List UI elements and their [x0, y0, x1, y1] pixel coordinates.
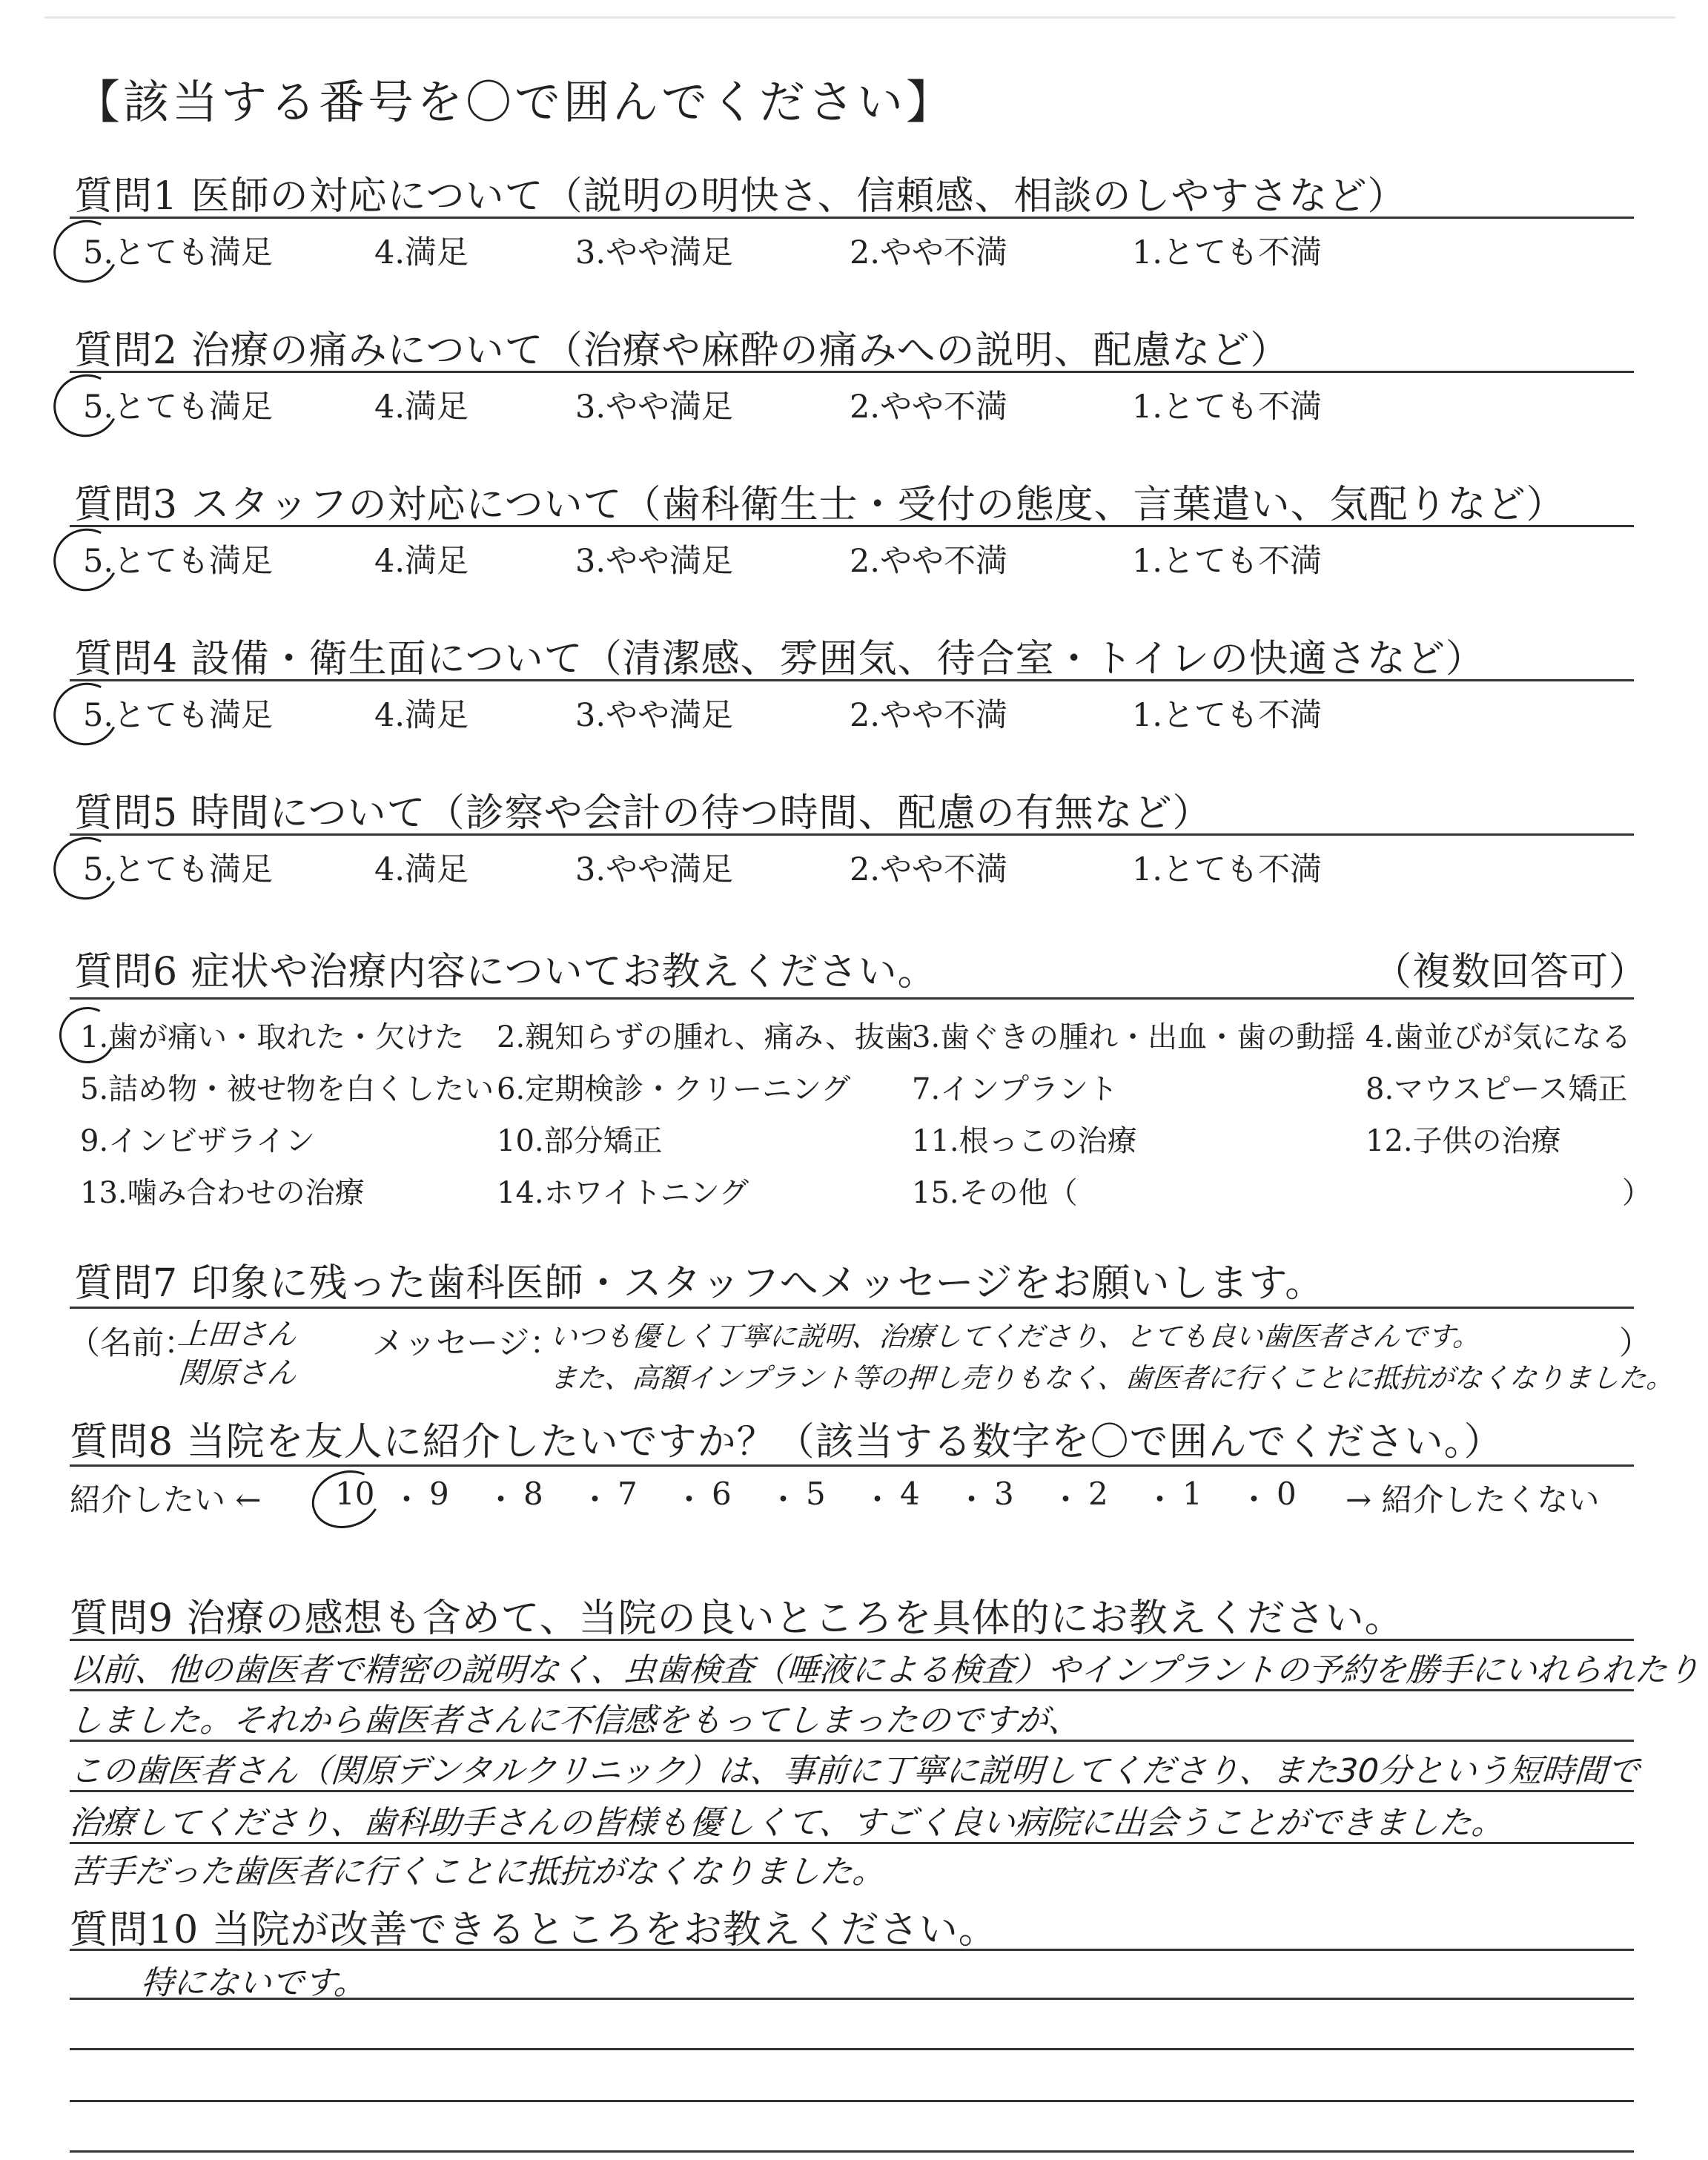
q6-option-9: 9.インビザライン	[80, 1124, 315, 1158]
q4-option-3: 3.やや満足	[575, 697, 734, 734]
q2-option-3: 3.やや満足	[575, 389, 734, 426]
q8-score-4: 4	[900, 1476, 920, 1512]
q8-separator: ・	[391, 1482, 423, 1518]
q4-option-4: 4.満足	[374, 697, 469, 734]
q6-option-12: 12.子供の治療	[1366, 1124, 1561, 1158]
q8-score-1: 1	[1182, 1476, 1202, 1512]
q7-name-2: 関原さん	[176, 1356, 298, 1390]
q6-option-1: 1.歯が痛い・取れた・欠けた	[80, 1020, 465, 1054]
q6-option-7: 7.インプラント	[912, 1072, 1119, 1106]
q10-answer-rule-4	[70, 2150, 1634, 2153]
q6-option-8: 8.マウスピース矯正	[1366, 1072, 1628, 1106]
q8-separator: ・	[767, 1482, 799, 1518]
q5-option-5: 5.とても満足	[83, 851, 274, 888]
q9-answer-line-4: 治療してくださり、歯科助手さんの皆様も優しくて、すごく良い病院に出会うことができました。	[68, 1804, 1506, 1842]
q2-option-4: 4.満足	[374, 389, 469, 426]
q6-answer-circle	[52, 1000, 123, 1071]
q8-score-6: 6	[712, 1476, 732, 1512]
q7-message-line-2: また、高額インプラント等の押し売りもなく、歯医者に行くことに抵抗がなくなりました。	[549, 1362, 1675, 1394]
q4-option-2: 2.やや不満	[850, 697, 1008, 734]
q9-answer-line-5: 苦手だった歯医者に行くことに抵抗がなくなりました。	[68, 1853, 887, 1891]
q8-score-9: 9	[429, 1476, 449, 1512]
q3-answer-circle	[45, 520, 127, 599]
q9-answer-rule-4	[70, 1842, 1634, 1844]
q8-right-label: → 紹介したくない	[1345, 1482, 1600, 1518]
q8-rule	[70, 1464, 1634, 1467]
q6-option-16: ）	[1622, 1176, 1652, 1210]
q4-answer-circle	[45, 674, 127, 753]
q8-score-10: 10	[335, 1476, 375, 1512]
q8-score-5: 5	[806, 1476, 826, 1512]
q7-name-1: 上田さん	[176, 1318, 298, 1352]
q9-answer-line-3: この歯医者さん（関原デンタルクリニック）は、事前に丁寧に説明してくださり、また30分という短時間で	[68, 1752, 1641, 1790]
q9-answer-line-1: 以前、他の歯医者で精密の説明なく、虫歯検査（唾液による検査）やインプラントの予約を勝手にいれられたり	[68, 1651, 1701, 1689]
q2-option-5: 5.とても満足	[83, 389, 274, 426]
q3-title: 質問3 スタッフの対応について（歯科衛生士・受付の態度、言葉遣い、気配りなど）	[74, 483, 1566, 527]
q10-rule	[70, 1949, 1634, 1951]
q4-option-5: 5.とても満足	[83, 697, 274, 734]
q6-option-14: 14.ホワイトニング	[497, 1176, 749, 1210]
q3-rule	[70, 525, 1634, 527]
q8-separator: ・	[673, 1482, 705, 1518]
q5-option-3: 3.やや満足	[575, 851, 734, 888]
q7-message-line-1: いつも優しく丁寧に説明、治療してくださり、とても良い歯医者さんです。	[549, 1321, 1482, 1353]
q4-rule	[70, 679, 1634, 681]
q10-title: 質問10 当院が改善できるところをお教えください。	[70, 1908, 998, 1952]
q6-option-6: 6.定期検診・クリーニング	[497, 1072, 851, 1106]
q2-rule	[70, 371, 1634, 373]
q5-option-2: 2.やや不満	[850, 851, 1008, 888]
q3-option-2: 2.やや不満	[850, 543, 1008, 580]
q1-option-3: 3.やや満足	[575, 234, 734, 271]
q10-answer-line-1: 特にないです。	[139, 1964, 368, 2002]
q9-answer-rule-1	[70, 1689, 1634, 1691]
q8-score-2: 2	[1088, 1476, 1108, 1512]
q5-rule	[70, 833, 1634, 836]
q5-title: 質問5 時間について（診察や会計の待つ時間、配慮の有無など）	[74, 791, 1212, 836]
q8-answer-circle	[305, 1462, 388, 1536]
q7-title: 質問7 印象に残った歯科医師・スタッフへメッセージをお願いします。	[74, 1261, 1325, 1306]
q3-option-1: 1.とても不満	[1132, 543, 1323, 580]
q8-score-3: 3	[994, 1476, 1014, 1512]
q6-option-5: 5.詰め物・被せ物を白くしたい	[80, 1072, 494, 1106]
q8-left-label: 紹介したい ←	[70, 1482, 262, 1518]
q3-option-4: 4.満足	[374, 543, 469, 580]
q9-title: 質問9 治療の感想も含めて、当院の良いところを具体的にお教えください。	[70, 1596, 1404, 1641]
q2-option-2: 2.やや不満	[850, 389, 1008, 426]
q1-rule	[70, 217, 1634, 219]
q9-answer-rule-2	[70, 1740, 1634, 1742]
q5-option-4: 4.満足	[374, 851, 469, 888]
q5-answer-circle	[45, 828, 127, 908]
q8-separator: ・	[1238, 1482, 1270, 1518]
q8-separator: ・	[861, 1482, 893, 1518]
q6-option-11: 11.根っこの治療	[912, 1124, 1137, 1158]
q6-option-2: 2.親知らずの腫れ、痛み、抜歯	[497, 1020, 914, 1054]
q4-option-1: 1.とても不満	[1132, 697, 1323, 734]
q9-answer-rule-3	[70, 1790, 1634, 1792]
q8-separator: ・	[579, 1482, 611, 1518]
top-border	[44, 16, 1675, 19]
q10-answer-rule-1	[70, 1998, 1634, 2000]
q1-option-1: 1.とても不満	[1132, 234, 1323, 271]
q1-option-4: 4.満足	[374, 234, 469, 271]
q10-answer-rule-3	[70, 2100, 1634, 2102]
q6-option-3: 3.歯ぐきの腫れ・出血・歯の動揺	[912, 1020, 1356, 1054]
q6-option-4: 4.歯並びが気になる	[1366, 1020, 1632, 1054]
q6-option-13: 13.噛み合わせの治療	[80, 1176, 365, 1210]
q1-option-2: 2.やや不満	[850, 234, 1008, 271]
q8-separator: ・	[1050, 1482, 1082, 1518]
q2-option-1: 1.とても不満	[1132, 389, 1323, 426]
q6-option-10: 10.部分矯正	[497, 1124, 663, 1158]
q2-answer-circle	[45, 366, 127, 445]
q7-message-label: メッセージ：	[372, 1325, 562, 1362]
q9-answer-line-2: しました。それから歯医者さんに不信感をもってしまったのですが、	[68, 1702, 1082, 1740]
q1-option-5: 5.とても満足	[83, 234, 274, 271]
q9-rule	[70, 1639, 1634, 1641]
q1-title: 質問1 医師の対応について（説明の明快さ、信頼感、相談のしやすさなど）	[74, 174, 1407, 219]
q3-option-3: 3.やや満足	[575, 543, 734, 580]
q7-close-paren: ）	[1619, 1325, 1651, 1362]
q2-title: 質問2 治療の痛みについて（治療や麻酔の痛みへの説明、配慮など）	[74, 328, 1290, 373]
q5-option-1: 1.とても不満	[1132, 851, 1323, 888]
q8-title: 質問8 当院を友人に紹介したいですか？（該当する数字を〇で囲んでください。）	[70, 1420, 1503, 1464]
q1-answer-circle	[45, 211, 127, 291]
q6-option-15: 15.その他（	[912, 1176, 1078, 1210]
q8-score-8: 8	[523, 1476, 543, 1512]
q7-rule	[70, 1307, 1634, 1309]
q6-title: 質問6 症状や治療内容についてお教えください。	[74, 950, 937, 994]
q4-title: 質問4 設備・衛生面について（清潔感、雰囲気、待合室・トイレの快適さなど）	[74, 637, 1485, 681]
q8-separator: ・	[485, 1482, 517, 1518]
q10-answer-rule-2	[70, 2048, 1634, 2050]
q6-rule	[70, 997, 1634, 1000]
q8-separator: ・	[1144, 1482, 1176, 1518]
q8-score-7: 7	[618, 1476, 638, 1512]
page-title: 【該当する番号を〇で囲んでください】	[74, 75, 956, 129]
q8-separator: ・	[956, 1482, 987, 1518]
q7-name-label: （名前：	[68, 1325, 196, 1362]
q6-note: （複数回答可）	[1373, 950, 1649, 994]
q3-option-5: 5.とても満足	[83, 543, 274, 580]
q8-score-0: 0	[1277, 1476, 1297, 1512]
